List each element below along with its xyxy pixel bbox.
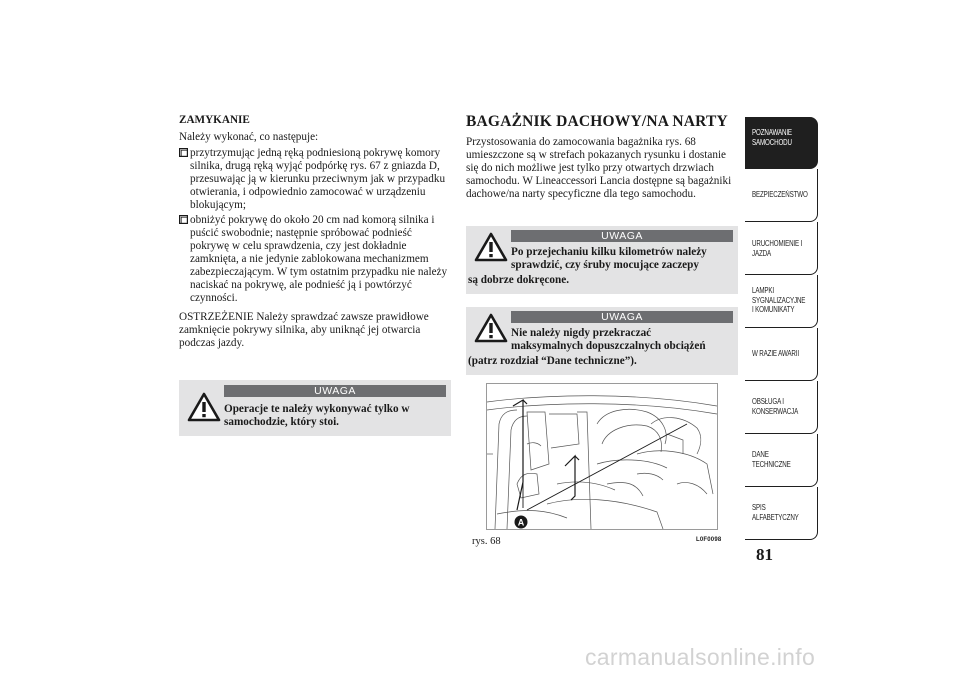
roof-rack-figure	[486, 383, 718, 530]
warning-label: UWAGA	[511, 230, 733, 242]
warning-text: Operacje te należy wykonywać tylko w samochodzie, który stoi.	[224, 403, 410, 428]
tab-dane-techniczne[interactable]: DANE TECHNICZNE	[745, 434, 818, 487]
tab-bezpieczenstwo[interactable]: BEZPIECZEŃSTWO	[745, 169, 818, 222]
warning-text-continued: są dobrze dokręcone.	[468, 274, 569, 286]
warning-box	[466, 307, 738, 375]
warning-note-text: OSTRZEŻENIE Należy sprawdzać zawsze prawidłowe zamknięcie pokrywy silnika, aby uniknąć jej otwarcia podczas jazdy.	[179, 311, 429, 350]
tab-obsluga-i-konserwacja[interactable]: OBSŁUGA I KONSERWACJA	[745, 381, 818, 434]
warning-triangle-icon	[474, 313, 508, 343]
warning-label: UWAGA	[224, 385, 446, 397]
chapter-tabs	[745, 117, 818, 540]
list-item: przytrzymując jedną ręką podniesioną pokrywę komory silnika, drugą ręką wyjąć podpórkę rys. 67 z gniazda D, przesuwając ją w kierunku przeciwnym jak w przypadku otwierania, i odpowiednio zamocować w urządzeniu blokującym;	[179, 147, 451, 212]
warning-triangle-icon	[474, 232, 508, 262]
svg-text:A: A	[517, 517, 525, 528]
checkbox-bullet-icon	[179, 215, 188, 224]
tab-spis-alfabetyczny[interactable]: SPIS ALFABETYCZNY	[745, 487, 818, 540]
car-interior-illustration	[487, 384, 717, 529]
watermark: carmanualsonline.info	[585, 644, 816, 670]
figure-caption: rys. 68	[472, 536, 501, 547]
warning-text: Po przejechaniu kilku kilometrów należy sprawdzić, czy śruby mocujące zaczepy	[511, 246, 707, 271]
warning-triangle-icon	[187, 392, 221, 422]
list-item: obniżyć pokrywę do około 20 cm nad komorą silnika i puścić swobodnie; następnie spróbować podnieść pokrywę w celu sprawdzenia, czy jest dokładnie zamknięta, a nie jedynie zablokowana mechanizmem zabezpieczającym. W tym ostatnim przypadku nie należy naciskać na pokrywę, ale podnieść ją i powtórzyć czynności.	[179, 214, 451, 306]
tab-w-razie-awarii[interactable]: W RAZIE AWARII	[745, 328, 818, 381]
page-title: BAGAŻNIK DACHOWY/NA NARTY	[466, 113, 728, 130]
tab-lampki-sygnalizacyjne[interactable]: LAMPKI SYGNALIZACYJNE I KOMUNIKATY	[745, 275, 818, 328]
tab-poznawanie-samochodu[interactable]: POZNAWANIE SAMOCHODU	[745, 117, 818, 169]
warning-text: Nie należy nigdy przekraczać maksymalnych dopuszczalnych obciążeń	[511, 327, 706, 352]
page-number: 81	[756, 545, 773, 564]
warning-box	[179, 380, 451, 436]
warning-box	[466, 226, 738, 294]
warning-label: UWAGA	[511, 311, 733, 323]
intro-text: Należy wykonać, co następuje:	[179, 131, 319, 143]
left-column	[179, 114, 451, 351]
right-column-body	[466, 136, 740, 201]
figure-code: L0F0098	[696, 537, 722, 543]
tab-uruchomienie-i-jazda[interactable]: URUCHOMIENIE I JAZDA	[745, 222, 818, 275]
warning-text-continued: (patrz rozdział “Dane techniczne”).	[468, 355, 637, 367]
body-text: Przystosowania do zamocowania bagażnika rys. 68 umieszczone są w strefach pokazanych rysunku i dostanie się do nich możliwe jest tylko przy otwartych drzwiach samochodu. W Lineaccessori Lancia dostępne są bagażniki dachowe/na narty specyficzne dla tego samochodu.	[466, 136, 732, 201]
checkbox-bullet-icon	[179, 148, 188, 157]
section-heading-zamykanie: ZAMYKANIE	[179, 114, 250, 126]
